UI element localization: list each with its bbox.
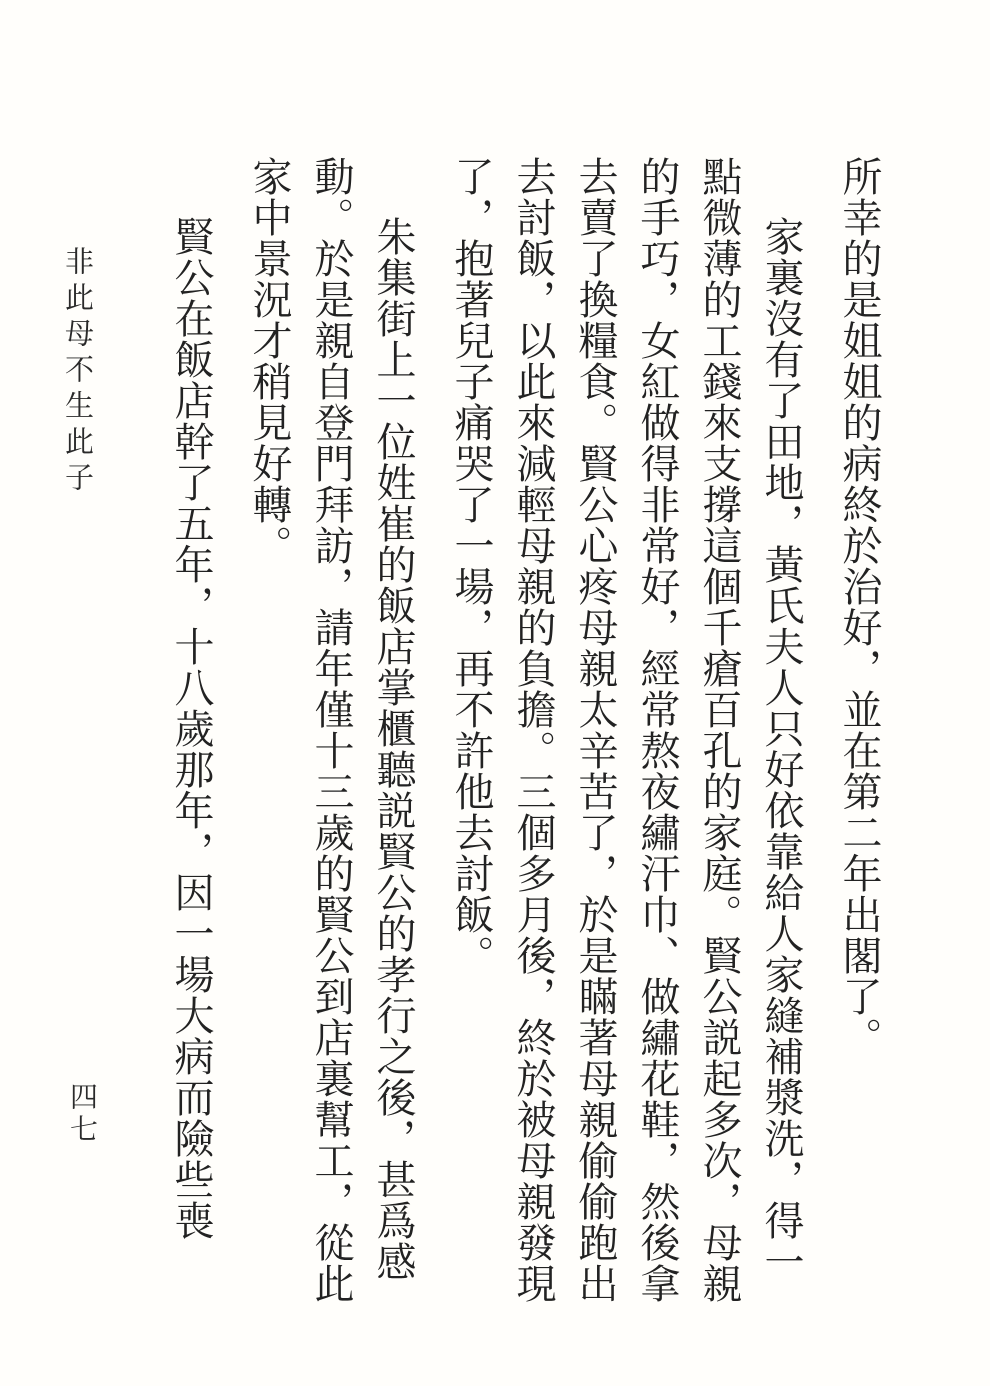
text-column: 動。於是親自登門拜訪，請年僅十三歲的賢公到店裏幫工，從此	[308, 156, 354, 1304]
text-column: 去賣了換糧食。賢公心疼母親太辛苦了，於是瞞著母親偷偷跑出	[572, 156, 618, 1304]
text-column: 的手巧，女紅做得非常好，經常熬夜繡汗巾、做繡花鞋，然後拿	[634, 156, 680, 1304]
text-column: 了，抱著兒子痛哭了一場，再不許他去討飯。	[448, 156, 494, 976]
text-column: 家裏沒有了田地，黃氏夫人只好依靠給人家縫補漿洗，得一	[758, 216, 804, 1282]
text-column: 點微薄的工錢來支撐這個千瘡百孔的家庭。賢公説起多次，母親	[696, 156, 742, 1304]
text-column: 賢公在飯店幹了五年，十八歲那年，因一場大病而險些喪	[168, 216, 214, 1241]
text-column: 去討飯，以此來減輕母親的負擔。三個多月後，終於被母親發現	[510, 156, 556, 1304]
text-column: 家中景況才稍見好轉。	[246, 156, 292, 566]
text-column: 朱集街上一位姓崔的飯店掌櫃聽説賢公的孝行之後，甚爲感	[370, 216, 416, 1282]
page-number: 四七	[66, 1082, 99, 1146]
main-text-block	[160, 156, 890, 1326]
text-column: 所幸的是姐姐的病終於治好，並在第二年出閣了。	[836, 156, 882, 1058]
running-title: 非此母不生此子	[61, 246, 95, 498]
